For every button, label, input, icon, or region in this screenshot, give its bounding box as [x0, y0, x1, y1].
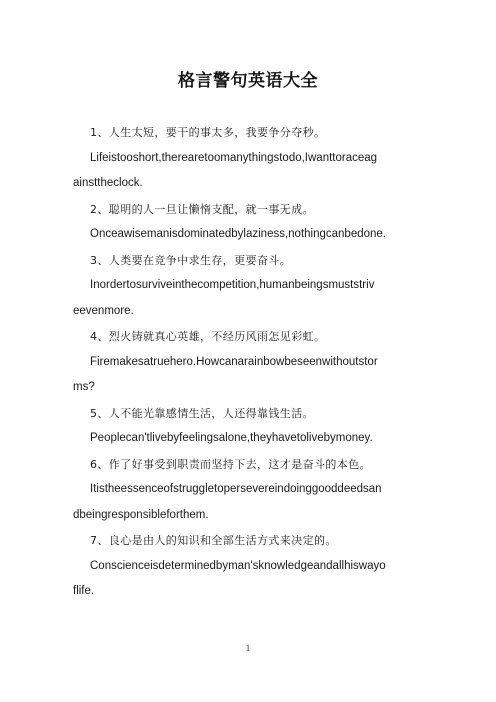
quote-4-chinese: 4、烈火铸就真心英雄，不经历风雨怎见彩虹。	[90, 330, 326, 343]
document-body	[73, 120, 408, 605]
quote-7-english-line-2: flife.	[73, 585, 95, 597]
quote-4-english-line-1: Firemakesatruehero.Howcanarainbowbeseenwithoutstor	[90, 355, 378, 368]
quote-1-english-line-1: Lifeistooshort,therearetoomanythingstodo,Iwanttoraceag	[90, 151, 378, 164]
quote-3-english-line-2: eevenmore.	[73, 304, 134, 317]
quote-6-english-line-2: dbeingresponsibleforthem.	[73, 508, 209, 521]
quote-7-english-line-1: Conscienceisdeterminedbyman'sknowledgeandallhiswayo	[90, 559, 386, 572]
quote-3-chinese: 3、人类要在竞争中求生存，更要奋斗。	[90, 253, 292, 267]
page-number: 1	[245, 643, 251, 653]
quote-5-english-line-1: Peoplecan'tlivebyfeelingsalone,theyhavetolivebymoney.	[90, 432, 373, 444]
quote-1-chinese: 1、人生太短，要干的事太多，我要争分夺秒。	[90, 126, 326, 139]
document-title: 格言警句英语大全	[178, 71, 318, 91]
quote-2-english-line-1: Onceawisemanisdominatedbylaziness,nothingcanbedone.	[90, 228, 386, 240]
quote-3-english-line-1: Inordertosurviveinthecompetition,humanbeingsmuststriv	[90, 279, 375, 291]
quote-6-chinese: 6、作了好事受到职责而坚持下去，这才是奋斗的本色。	[90, 457, 371, 471]
quote-4-english-line-2: ms?	[73, 381, 95, 393]
quote-2-chinese: 2、聪明的人一旦让懒惰支配，就一事无成。	[90, 202, 314, 216]
quote-1-english-line-2: ainsttheclock.	[73, 177, 143, 189]
quote-6-english-line-1: Itistheessenceofstruggletopersevereindoinggooddeedsan	[90, 483, 382, 495]
quote-7-chinese: 7、良心是由人的知识和全部生活方式来决定的。	[90, 534, 337, 547]
quote-5-chinese: 5、人不能光靠感情生活，人还得靠钱生活。	[90, 406, 314, 420]
